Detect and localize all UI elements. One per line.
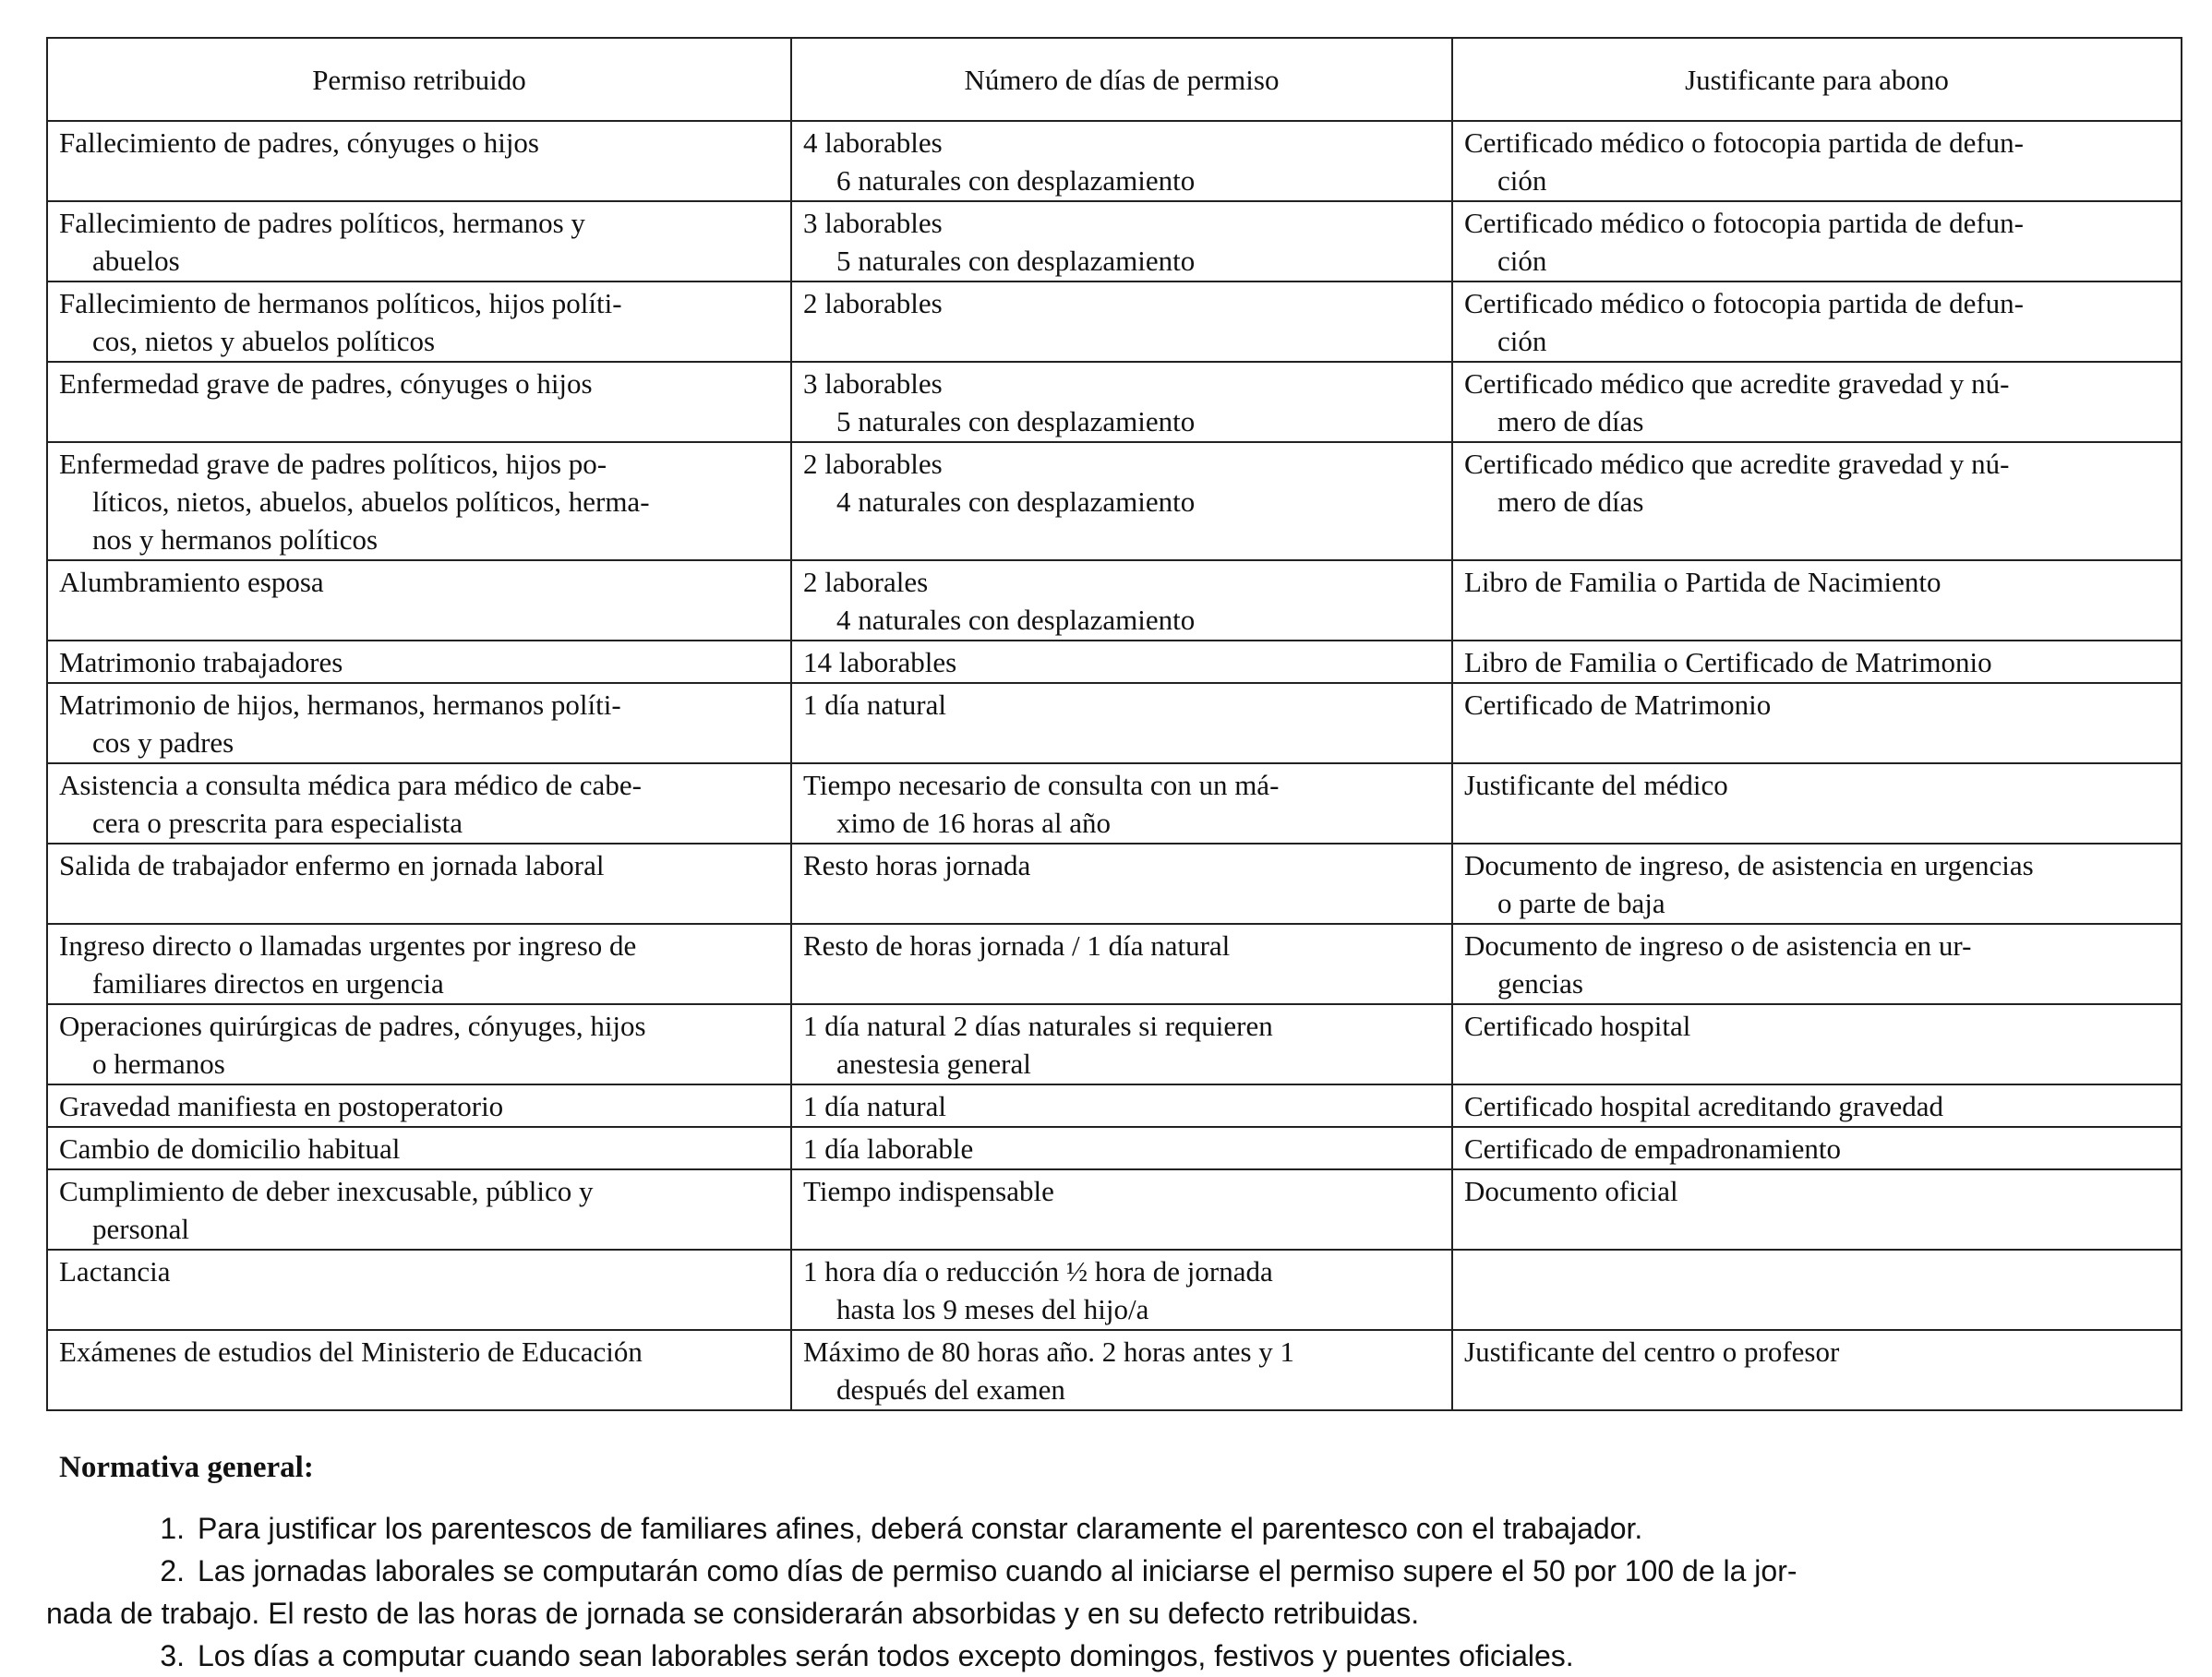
cell-permiso xyxy=(47,560,791,641)
cell-justificante xyxy=(1452,1004,2182,1084)
cell-permiso xyxy=(47,1169,791,1250)
cell-text-line: 3 laborables xyxy=(803,207,943,239)
table-header-row xyxy=(47,38,2182,121)
normativa-item-number: 3. xyxy=(160,1639,185,1672)
cell-justificante xyxy=(1452,844,2182,924)
cell-permiso xyxy=(47,121,791,201)
normativa-list xyxy=(46,1507,2181,1677)
cell-text-line: 14 laborables xyxy=(803,646,957,678)
cell-text-line: Libro de Familia o Certificado de Matrimonio xyxy=(1464,646,1992,678)
cell-text-line: Documento de ingreso, de asistencia en urgencias xyxy=(1464,849,2034,881)
header-dias: Número de días de permiso xyxy=(791,38,1452,121)
table-row xyxy=(47,1084,2182,1127)
table-row xyxy=(47,1127,2182,1169)
cell-justificante xyxy=(1452,1250,2182,1330)
cell-text-line: Matrimonio de hijos, hermanos, hermanos políti- xyxy=(59,689,621,721)
cell-justificante xyxy=(1452,763,2182,844)
cell-dias xyxy=(791,1127,1452,1169)
cell-justificante xyxy=(1452,924,2182,1004)
cell-text-line: 2 laborables xyxy=(803,448,943,480)
cell-text-line: cos y padres xyxy=(92,726,234,759)
table-row xyxy=(47,683,2182,763)
cell-dias xyxy=(791,1084,1452,1127)
cell-text-line: Certificado hospital acreditando gravedad xyxy=(1464,1090,1944,1122)
cell-text-line: abuelos xyxy=(92,245,180,277)
cell-text-line: o hermanos xyxy=(92,1048,225,1080)
cell-text-line: Tiempo necesario de consulta con un má- xyxy=(803,769,1280,801)
table-row xyxy=(47,201,2182,281)
cell-text-line: Resto de horas jornada / 1 día natural xyxy=(803,929,1231,962)
cell-text-line: ción xyxy=(1497,325,1547,357)
table-row xyxy=(47,281,2182,362)
table-row xyxy=(47,121,2182,201)
cell-text-line: Matrimonio trabajadores xyxy=(59,646,343,678)
cell-dias xyxy=(791,560,1452,641)
permits-table xyxy=(46,37,2182,1411)
cell-text-line: ción xyxy=(1497,164,1547,197)
cell-dias xyxy=(791,442,1452,560)
cell-text-line: 1 día laborable xyxy=(803,1132,974,1165)
cell-text-line: Ingreso directo o llamadas urgentes por ingreso de xyxy=(59,929,637,962)
table-row xyxy=(47,1169,2182,1250)
cell-justificante xyxy=(1452,1127,2182,1169)
cell-text-line: 1 día natural 2 días naturales si requieren xyxy=(803,1010,1273,1042)
cell-text-line: después del examen xyxy=(836,1373,1065,1406)
cell-text-line: cera o prescrita para especialista xyxy=(92,807,463,839)
normativa-item-text: nada de trabajo. El resto de las horas de jornada se considerarán absorbidas y en su defecto retribuidas. xyxy=(46,1597,1420,1630)
cell-justificante xyxy=(1452,362,2182,442)
cell-permiso xyxy=(47,281,791,362)
cell-text-line: Gravedad manifiesta en postoperatorio xyxy=(59,1090,504,1122)
cell-permiso xyxy=(47,442,791,560)
normativa-item-text: Para justificar los parentescos de familiares afines, deberá constar claramente el parentesco con el trabajador. xyxy=(198,1512,1643,1545)
cell-text-line: ción xyxy=(1497,245,1547,277)
cell-text-line: Certificado médico o fotocopia partida de defun- xyxy=(1464,207,2024,239)
normativa-item-number: 2. xyxy=(160,1554,185,1587)
cell-text-line: Certificado médico o fotocopia partida de defun- xyxy=(1464,287,2024,319)
header-permiso: Permiso retribuido xyxy=(47,38,791,121)
cell-text-line: cos, nietos y abuelos políticos xyxy=(92,325,436,357)
cell-text-line: Fallecimiento de padres, cónyuges o hijos xyxy=(59,126,539,159)
cell-text-line: Salida de trabajador enfermo en jornada laboral xyxy=(59,849,605,881)
cell-text-line: ximo de 16 horas al año xyxy=(836,807,1112,839)
cell-text-line: o parte de baja xyxy=(1497,887,1665,919)
cell-justificante xyxy=(1452,641,2182,683)
cell-text-line: Certificado hospital xyxy=(1464,1010,1691,1042)
cell-dias xyxy=(791,201,1452,281)
cell-justificante xyxy=(1452,442,2182,560)
header-justificante: Justificante para abono xyxy=(1452,38,2182,121)
normativa-item-number: 1. xyxy=(160,1512,185,1545)
cell-text-line: Certificado médico o fotocopia partida de defun- xyxy=(1464,126,2024,159)
cell-permiso xyxy=(47,641,791,683)
cell-dias xyxy=(791,281,1452,362)
cell-permiso xyxy=(47,1250,791,1330)
cell-text-line: Certificado de Matrimonio xyxy=(1464,689,1772,721)
cell-text-line: Fallecimiento de hermanos políticos, hijos políti- xyxy=(59,287,622,319)
cell-permiso xyxy=(47,844,791,924)
table-row xyxy=(47,1330,2182,1410)
cell-dias xyxy=(791,121,1452,201)
normativa-item xyxy=(46,1635,2181,1677)
cell-text-line: nos y hermanos políticos xyxy=(92,523,379,556)
cell-justificante xyxy=(1452,1330,2182,1410)
cell-text-line: Alumbramiento esposa xyxy=(59,566,324,598)
cell-dias xyxy=(791,641,1452,683)
cell-text-line: Resto horas jornada xyxy=(803,849,1031,881)
table-row xyxy=(47,442,2182,560)
cell-text-line: Documento oficial xyxy=(1464,1175,1678,1207)
cell-permiso xyxy=(47,1004,791,1084)
table-row xyxy=(47,924,2182,1004)
cell-justificante xyxy=(1452,1084,2182,1127)
cell-text-line: hasta los 9 meses del hijo/a xyxy=(836,1293,1149,1325)
cell-text-line: 4 naturales con desplazamiento xyxy=(836,604,1196,636)
cell-text-line: personal xyxy=(92,1213,190,1245)
normativa-item xyxy=(46,1592,2181,1635)
cell-text-line: Justificante del médico xyxy=(1464,769,1728,801)
cell-dias xyxy=(791,924,1452,1004)
cell-text-line: mero de días xyxy=(1497,485,1644,518)
permits-table-body xyxy=(47,121,2182,1410)
cell-permiso xyxy=(47,683,791,763)
cell-permiso xyxy=(47,362,791,442)
cell-text-line: Operaciones quirúrgicas de padres, cónyuges, hijos xyxy=(59,1010,646,1042)
cell-text-line: gencias xyxy=(1497,967,1583,1000)
cell-text-line: Fallecimiento de padres políticos, hermanos y xyxy=(59,207,585,239)
cell-justificante xyxy=(1452,683,2182,763)
table-row xyxy=(47,560,2182,641)
cell-justificante xyxy=(1452,121,2182,201)
cell-text-line: Cambio de domicilio habitual xyxy=(59,1132,401,1165)
cell-text-line: Certificado de empadronamiento xyxy=(1464,1132,1842,1165)
cell-permiso xyxy=(47,1084,791,1127)
cell-justificante xyxy=(1452,281,2182,362)
normativa-item xyxy=(46,1507,2181,1550)
cell-permiso xyxy=(47,924,791,1004)
cell-dias xyxy=(791,362,1452,442)
table-row xyxy=(47,1004,2182,1084)
cell-text-line: Cumplimiento de deber inexcusable, público y xyxy=(59,1175,594,1207)
cell-text-line: 1 día natural xyxy=(803,1090,946,1122)
cell-justificante xyxy=(1452,201,2182,281)
cell-dias xyxy=(791,1004,1452,1084)
cell-justificante xyxy=(1452,1169,2182,1250)
cell-text-line: Certificado médico que acredite gravedad y nú- xyxy=(1464,448,2010,480)
cell-text-line: 5 naturales con desplazamiento xyxy=(836,405,1196,437)
cell-text-line: 3 laborables xyxy=(803,367,943,400)
cell-text-line: mero de días xyxy=(1497,405,1644,437)
cell-permiso xyxy=(47,1127,791,1169)
cell-text-line: 5 naturales con desplazamiento xyxy=(836,245,1196,277)
cell-text-line: Enfermedad grave de padres políticos, hijos po- xyxy=(59,448,607,480)
cell-dias xyxy=(791,1330,1452,1410)
table-row xyxy=(47,763,2182,844)
cell-text-line: Certificado médico que acredite gravedad y nú- xyxy=(1464,367,2010,400)
cell-text-line: 1 día natural xyxy=(803,689,946,721)
cell-text-line: 2 laborables xyxy=(803,287,943,319)
table-row xyxy=(47,844,2182,924)
cell-text-line: Enfermedad grave de padres, cónyuges o hijos xyxy=(59,367,593,400)
normativa-title: Normativa general: xyxy=(59,1451,314,1484)
cell-text-line: Libro de Familia o Partida de Nacimiento xyxy=(1464,566,1942,598)
cell-permiso xyxy=(47,763,791,844)
normativa-section xyxy=(46,1446,2181,1677)
cell-text-line: Lactancia xyxy=(59,1255,171,1288)
cell-text-line: familiares directos en urgencia xyxy=(92,967,444,1000)
cell-dias xyxy=(791,763,1452,844)
cell-dias xyxy=(791,844,1452,924)
cell-text-line: anestesia general xyxy=(836,1048,1031,1080)
cell-text-line: Justificante del centro o profesor xyxy=(1464,1336,1840,1368)
cell-dias xyxy=(791,1169,1452,1250)
normativa-item xyxy=(46,1550,2181,1592)
cell-dias xyxy=(791,683,1452,763)
document-page xyxy=(46,37,2181,1677)
normativa-item-text: Las jornadas laborales se computarán como días de permiso cuando al iniciarse el permiso supere el 50 por 100 de la jor- xyxy=(198,1554,1797,1587)
cell-permiso xyxy=(47,1330,791,1410)
cell-text-line: Exámenes de estudios del Ministerio de Educación xyxy=(59,1336,643,1368)
cell-text-line: 1 hora día o reducción ½ hora de jornada xyxy=(803,1255,1273,1288)
cell-dias xyxy=(791,1250,1452,1330)
cell-text-line: 4 naturales con desplazamiento xyxy=(836,485,1196,518)
cell-justificante xyxy=(1452,560,2182,641)
cell-permiso xyxy=(47,201,791,281)
cell-text-line: Documento de ingreso o de asistencia en ur- xyxy=(1464,929,1972,962)
cell-text-line: Tiempo indispensable xyxy=(803,1175,1054,1207)
cell-text-line: 2 laborales xyxy=(803,566,929,598)
cell-text-line: Asistencia a consulta médica para médico de cabe- xyxy=(59,769,642,801)
cell-text-line: líticos, nietos, abuelos, abuelos políticos, herma- xyxy=(92,485,650,518)
normativa-item-text: Los días a computar cuando sean laborables serán todos excepto domingos, festivos y puentes oficiales. xyxy=(198,1639,1574,1672)
table-row xyxy=(47,641,2182,683)
table-row xyxy=(47,1250,2182,1330)
cell-text-line: Máximo de 80 horas año. 2 horas antes y 1 xyxy=(803,1336,1295,1368)
cell-text-line: 4 laborables xyxy=(803,126,943,159)
table-row xyxy=(47,362,2182,442)
cell-text-line: 6 naturales con desplazamiento xyxy=(836,164,1196,197)
